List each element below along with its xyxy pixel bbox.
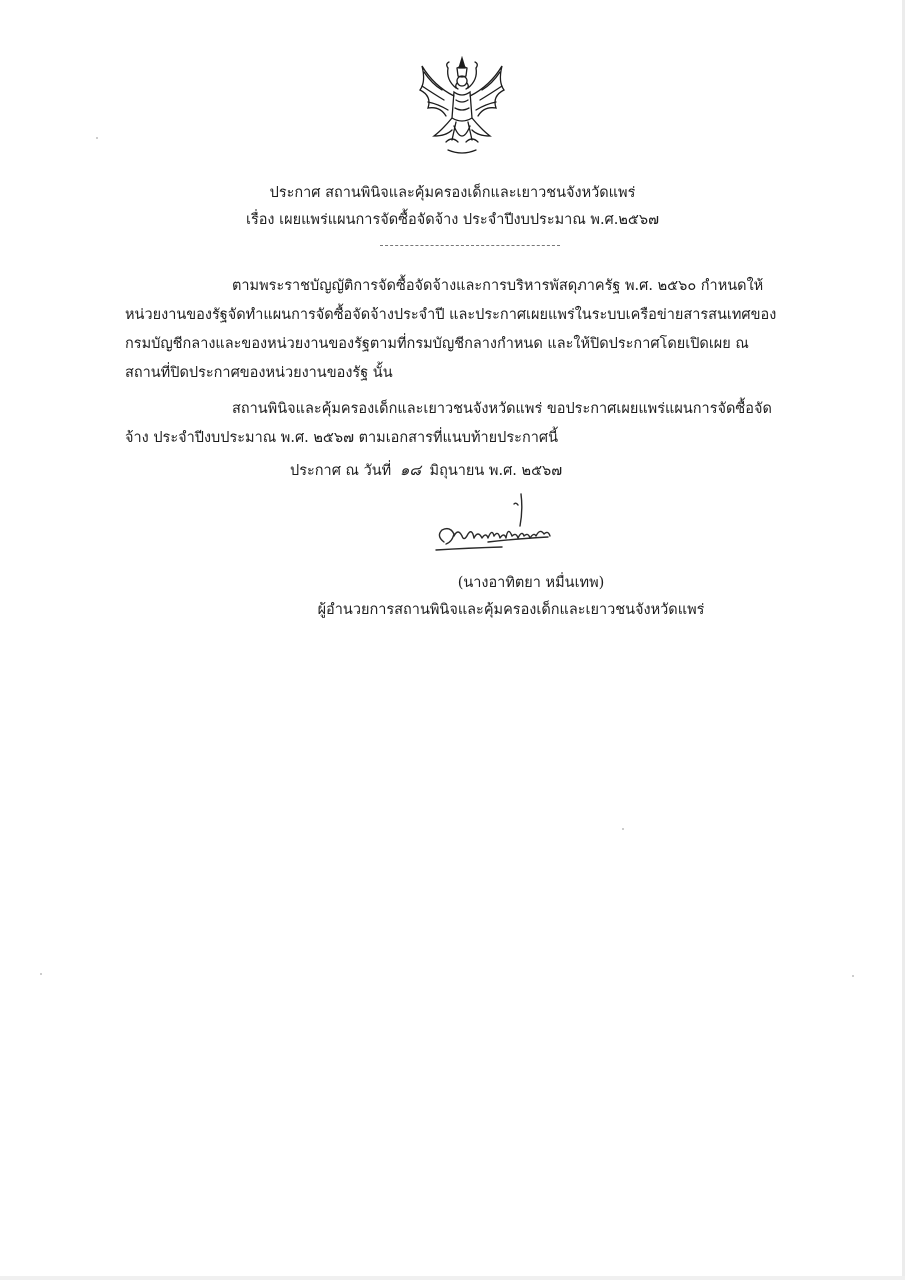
scan-speck xyxy=(852,975,854,977)
signature-icon xyxy=(428,492,578,570)
paragraph2-line: สถานพินิจและคุ้มครองเด็กและเยาวชนจังหวัดแพร่ ขอประกาศเผยแพร่แผนการจัดซื้อจัด xyxy=(232,401,772,417)
signatory-name: (นางอาทิตยา หมื่นเทพ) xyxy=(457,575,605,591)
paragraph1-line: หน่วยงานของรัฐจัดทำแผนการจัดซื้อจัดจ้างประจำปี และประกาศเผยแพร่ในระบบเครือข่ายสารสนเทศของ xyxy=(125,307,777,323)
date-day-handwritten: ๑๘ xyxy=(399,461,421,479)
paragraph1-line: สถานที่ปิดประกาศของหน่วยงานของรัฐ นั้น xyxy=(125,365,393,381)
title-separator xyxy=(380,245,560,246)
scan-edge-bottom xyxy=(0,1276,905,1280)
announcement-title: ประกาศ สถานพินิจและคุ้มครองเด็กและเยาวชนจังหวัดแพร่ xyxy=(269,185,636,201)
signatory-position: ผู้อำนวยการสถานพินิจและคุ้มครองเด็กและเยาวชนจังหวัดแพร่ xyxy=(317,602,705,618)
date-month-year: มิถุนายน พ.ศ. ๒๕๖๗ xyxy=(429,463,563,479)
paragraph1-line: กรมบัญชีกลางและของหน่วยงานของรัฐตามที่กรมบัญชีกลางกำหนด และให้ปิดประกาศโดยเปิดเผย ณ xyxy=(125,336,749,352)
paragraph2-line: จ้าง ประจำปีงบประมาณ พ.ศ. ๒๕๖๗ ตามเอกสารที่แนบท้ายประกาศนี้ xyxy=(125,430,558,446)
date-prefix: ประกาศ ณ วันที่ xyxy=(290,463,392,479)
garuda-emblem-icon xyxy=(412,56,512,160)
scan-speck xyxy=(96,137,98,139)
announcement-subject: เรื่อง เผยแพร่แผนการจัดซื้อจัดจ้าง ประจำปีงบประมาณ พ.ศ.๒๕๖๗ xyxy=(245,212,660,228)
announcement-date xyxy=(290,458,562,482)
scan-speck xyxy=(622,828,624,830)
scan-speck xyxy=(40,973,42,975)
paragraph1-line: ตามพระราชบัญญัติการจัดซื้อจัดจ้างและการบริหารพัสดุภาครัฐ พ.ศ. ๒๕๖๐ กำหนดให้ xyxy=(232,278,764,294)
